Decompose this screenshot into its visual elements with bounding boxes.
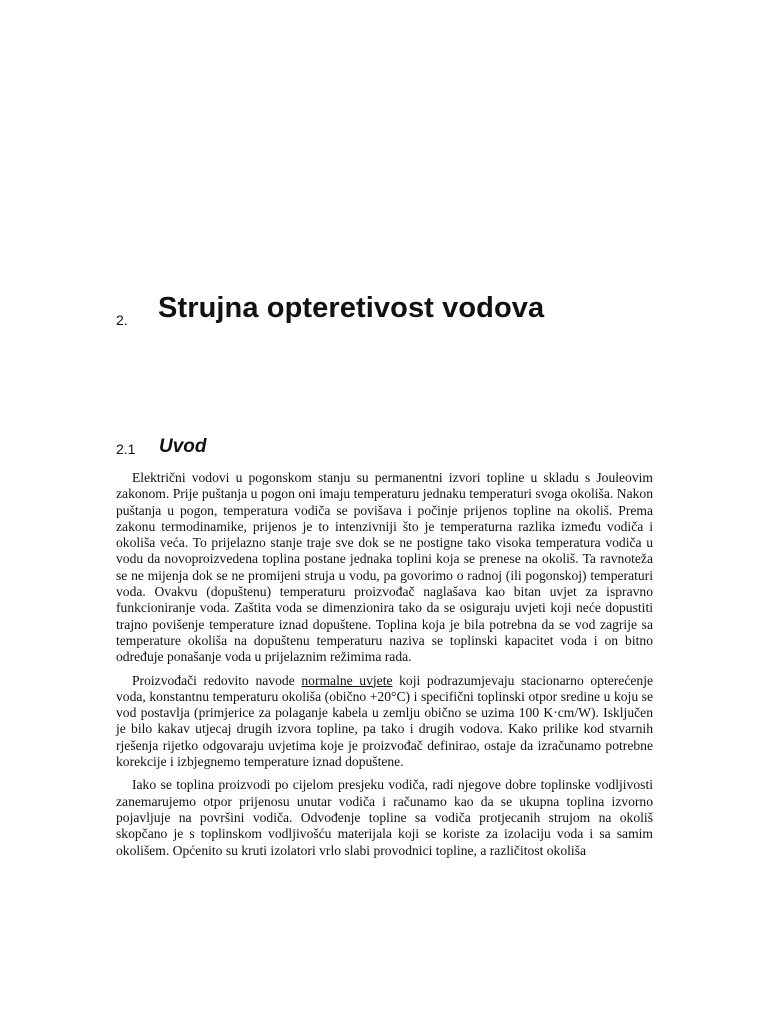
section-number: 2.1 [116,441,136,457]
normal-conditions-term: normalne uvjete [301,672,393,688]
paragraph-1: Električni vodovi u pogonskom stanju su permanentni izvori topline u skladu s Jouleovim zakonom. Prije puštanja u pogon oni imaju temperaturu jednaku temperaturi svoga okoliša. Nakon puštanja u pogon, temperatura vodiča se povišava i počinje prijenos topline na okoliš. Prema zakonu termodinamike, prijenos je to intenzivniji što je temperaturna razlika između vodiča i okoliša veća. To prijelazno stanje traje sve dok se ne postigne tako visoka temperatura vodiča u vodu da novoproizvedena toplina postane jednaka toplini koja se prenese na okoliš. Ta ravnoteža se ne mijenja dok se ne promijeni struja u vodu, pa govorimo o radnoj (ili pogonskoj) temperaturi voda. Ovakvu (dopuštenu) temperaturu proizvođač naglašava kao bitan uvjet za ispravno funkcioniranje voda. Zaštita voda se dimenzionira tako da se osiguraju uvjeti koji neće dopustiti trajno povišenje temperature iznad dopuštene. Toplina koja je bila potrebna da se vod zagrije sa temperature okoliša na dopuštenu temperaturu naziva se toplinski kapacitet voda i on bitno određuje ponašanje voda u prijelaznim režimima rada. [116,470,653,665]
paragraph-2-after: koji podrazumjevaju stacionarno opterećenje voda, konstantnu temperaturu okoliša (obično +20°C) i specifični toplinski otpor sredine u koju se vod postavlja (primjerice za polaganje kabela u zemlju obično se uzima 100 K·cm/W). Isključen je bilo kakav utjecaj drugih izvora topline, pa tako i drugih vodova. Kako prilike kod stvarnih rješenja rijetko odgovaraju uvjetima koje je proizvođač definirao, ostaje da izračunamo potrebne korekcije i izbjegnemo temperature iznad dopuštene. [116,672,653,770]
paragraph-2 [116,673,653,771]
section-title: Uvod [159,436,207,457]
body-text [116,470,653,866]
chapter-title: Strujna opteretivost vodova [158,292,545,324]
paragraph-3: Iako se toplina proizvodi po cijelom presjeku vodiča, radi njegove dobre toplinske vodljivosti zanemarujemo otpor prijenosu unutar vodiča i računamo kao da se ukupna toplina izvorno pojavljuje na površini vodiča. Odvođenje topline sa vodiča protjecanih strujom na okoliš skopčano je s toplinskom vodljivošću materijala koji se koriste za izolaciju voda i sa samim okolišem. Općenito su kruti izolatori vrlo slabi provodnici topline, a različitost okoliša [116,777,653,858]
paragraph-2-before: Proizvođači redovito navode [132,672,302,688]
chapter-number: 2. [116,312,128,328]
